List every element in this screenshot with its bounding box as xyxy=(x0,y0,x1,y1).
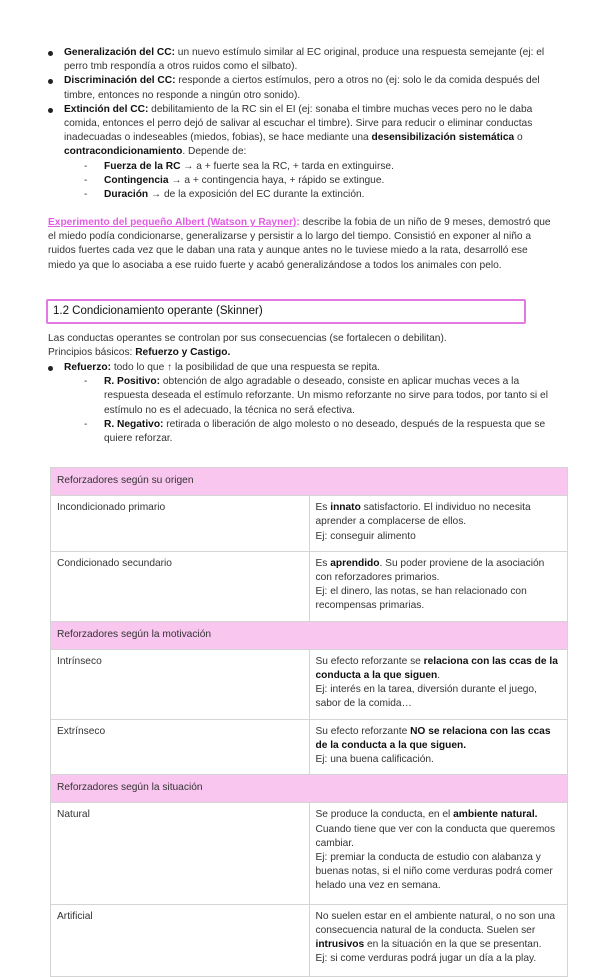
definition: . Depende de: xyxy=(182,146,247,158)
desc-example: Ej: premiar la conducta de estudio con alabanza y buenas notas, si el niño come verduras podrá comer helado una vez en semana. xyxy=(315,852,553,892)
reinforcers-table xyxy=(50,467,568,977)
table-row xyxy=(51,904,568,977)
term: Refuerzo: xyxy=(64,362,111,373)
definition: o xyxy=(514,132,523,144)
dash-icon: - xyxy=(84,160,88,172)
desc-example: Ej: una buena calificación. xyxy=(315,754,434,766)
definition: todo lo que ↑ la posibilidad de que una respuesta se repita. xyxy=(110,362,381,373)
bullet-icon xyxy=(48,108,53,113)
sub-list-item xyxy=(64,188,558,202)
term: Discriminación del CC: xyxy=(64,75,176,87)
list-item xyxy=(48,46,558,74)
reinforcement-types-list xyxy=(64,375,558,446)
desc-text: satisfactorio. El individuo no necesita aprender a complacerse de ellos. xyxy=(315,502,531,528)
experiment-text: describe la fobia de un niño de 9 meses, demostró que el miedo podía condicionarse, generalizarse y persistir a lo largo del tiempo. Consistió en exponer al niño a ruidos fuertes cada vez que le daban una rata y aunque antes no le tuviese miedo a la rata, desarrolló ese miedo ya que lo asociaba a ese ruido fuerte y acabó generalizándose a todos los animales con pelo. xyxy=(48,217,551,271)
desc-text: Su efecto reforzante se xyxy=(315,655,424,667)
row-label: Condicionado secundario xyxy=(51,551,310,621)
principles-line xyxy=(48,346,558,360)
table-row xyxy=(51,719,568,775)
experiment-title: Experimento del pequeño Albert (Watson y Rayner) xyxy=(48,217,297,228)
row-label: Extrínseco xyxy=(51,719,310,775)
extinction-factors-list xyxy=(64,160,558,203)
desc-bold: NO se relaciona con las ccas de la conducta a la que siguen. xyxy=(315,725,551,751)
term: desensibilización sistemática xyxy=(371,132,515,144)
row-label: Artificial xyxy=(51,904,310,977)
term: Duración xyxy=(104,189,149,201)
desc-text: Su efecto reforzante xyxy=(315,725,411,737)
dash-icon: - xyxy=(84,174,88,186)
table-header-row xyxy=(51,775,568,803)
term: R. Positivo: xyxy=(104,376,161,388)
definition: → a + fuerte sea la RC, + tarda en extinguirse. xyxy=(180,160,394,172)
desc-text: Se produce la conducta, en el xyxy=(315,809,454,821)
desc-example: Ej: el dinero, las notas, se han relacionado con recompensas primarias. xyxy=(315,586,527,612)
table-row xyxy=(51,551,568,621)
dash-icon: - xyxy=(84,376,88,388)
definition: obtención de algo agradable o deseado, consiste en aplicar muchas veces a la respuesta deseada el estímulo reforzante. Un mismo reforzante no sirve para todos, por tanto si el estímulo no es el adecuado, la técnica no será efectiva. xyxy=(104,376,548,416)
table-section-header: Reforzadores según la situación xyxy=(51,775,568,803)
desc-example: Ej: interés en la tarea, diversión durante el juego, sabor de la comida… xyxy=(315,684,537,710)
row-description xyxy=(309,904,568,977)
desc-text: Es xyxy=(315,557,331,569)
albert-experiment-paragraph xyxy=(48,216,558,273)
section-heading xyxy=(46,299,526,324)
term: R. Negativo: xyxy=(104,418,164,430)
dash-icon: - xyxy=(84,418,88,430)
desc-bold: aprendido xyxy=(330,557,380,569)
desc-example: Ej: si come verduras podrá jugar un día a la play. xyxy=(315,953,537,965)
sub-list-item xyxy=(64,174,558,188)
sub-list-item xyxy=(64,160,558,174)
experiment-colon: : xyxy=(296,217,300,228)
term: contracondicionamiento xyxy=(64,146,183,158)
row-description xyxy=(309,803,568,904)
sub-list-item xyxy=(64,418,558,446)
table-header-row xyxy=(51,468,568,496)
bullet-icon xyxy=(48,79,53,84)
principles-value: Refuerzo y Castigo. xyxy=(135,347,231,359)
list-item xyxy=(48,74,558,102)
sub-list-item xyxy=(64,375,558,418)
row-description xyxy=(309,719,568,775)
desc-text: Cuando tiene que ver con la conducta que queremos cambiar. xyxy=(315,823,556,849)
principles-label: Principios básicos: xyxy=(48,347,136,359)
term: Contingencia xyxy=(104,174,169,186)
definition: un nuevo estímulo similar al EC original, produce una respuesta semejante (ej: el perro tmb respondía a otros ruidos como el silbato). xyxy=(64,47,545,73)
desc-text: . xyxy=(437,670,441,682)
desc-text: . Su poder proviene de la asociación con reforzadores primarios. xyxy=(315,557,545,584)
row-description xyxy=(309,649,568,719)
term: Fuerza de la RC xyxy=(104,160,181,172)
desc-bold: intrusivos xyxy=(315,939,365,951)
row-description xyxy=(309,496,568,552)
list-item xyxy=(48,361,558,446)
desc-example: Ej: conseguir alimento xyxy=(315,530,416,542)
term: Generalización del CC: xyxy=(64,47,175,58)
list-item xyxy=(48,103,558,202)
row-label: Natural xyxy=(51,803,310,904)
definition: → de la exposición del EC durante la extinción. xyxy=(148,189,365,201)
desc-text: en la situación en la que se presentan. xyxy=(364,939,542,951)
definition: → a + contingencia haya, + rápido se extingue. xyxy=(168,174,385,186)
table-header-row xyxy=(51,621,568,649)
row-description xyxy=(309,551,568,621)
table-row xyxy=(51,496,568,552)
intro-line: Las conductas operantes se controlan por sus consecuencias (se fortalecen o debilitan). xyxy=(48,333,447,344)
bullet-icon xyxy=(48,51,53,56)
dash-icon: - xyxy=(84,189,88,201)
classical-conditioning-list xyxy=(48,46,558,202)
definition: debilitamiento de la RC sin el EI (ej: sonaba el timbre muchas veces pero no le daba comida, entonces el perro dejó de salivar al escuchar el timbre). Sirve para reducir o eliminar conductas inadecuadas o indeseables (miedos, fobias), se hace mediante una xyxy=(64,103,533,144)
table-row xyxy=(51,649,568,719)
desc-text: Es xyxy=(315,502,331,514)
row-label: Intrínseco xyxy=(51,649,310,719)
term: Extinción del CC: xyxy=(64,103,149,115)
table-section-header: Reforzadores según la motivación xyxy=(51,621,568,649)
bullet-icon xyxy=(48,366,53,371)
reinforcement-list xyxy=(48,361,558,446)
table-section-header: Reforzadores según su origen xyxy=(51,468,568,496)
section-title: 1.2 Condicionamiento operante (Skinner) xyxy=(53,305,263,317)
definition: responde a ciertos estímulos, pero a otros no (ej: solo le da comida después del timbre, entonces no responde a ningún otro sonido). xyxy=(64,75,540,101)
desc-text: No suelen estar en el ambiente natural, o no son una consecuencia natural de la conducta. Suelen ser xyxy=(315,910,556,936)
row-label: Incondicionado primario xyxy=(51,496,310,552)
desc-bold: relaciona con las ccas de la conducta a la que siguen xyxy=(315,655,558,682)
desc-bold: innato xyxy=(330,502,361,514)
table-row xyxy=(51,803,568,904)
definition: retirada o liberación de algo molesto o no deseado, después de la respuesta que se quiere reforzar. xyxy=(104,418,546,445)
operant-intro xyxy=(48,332,558,360)
desc-bold: ambiente natural. xyxy=(453,809,538,821)
